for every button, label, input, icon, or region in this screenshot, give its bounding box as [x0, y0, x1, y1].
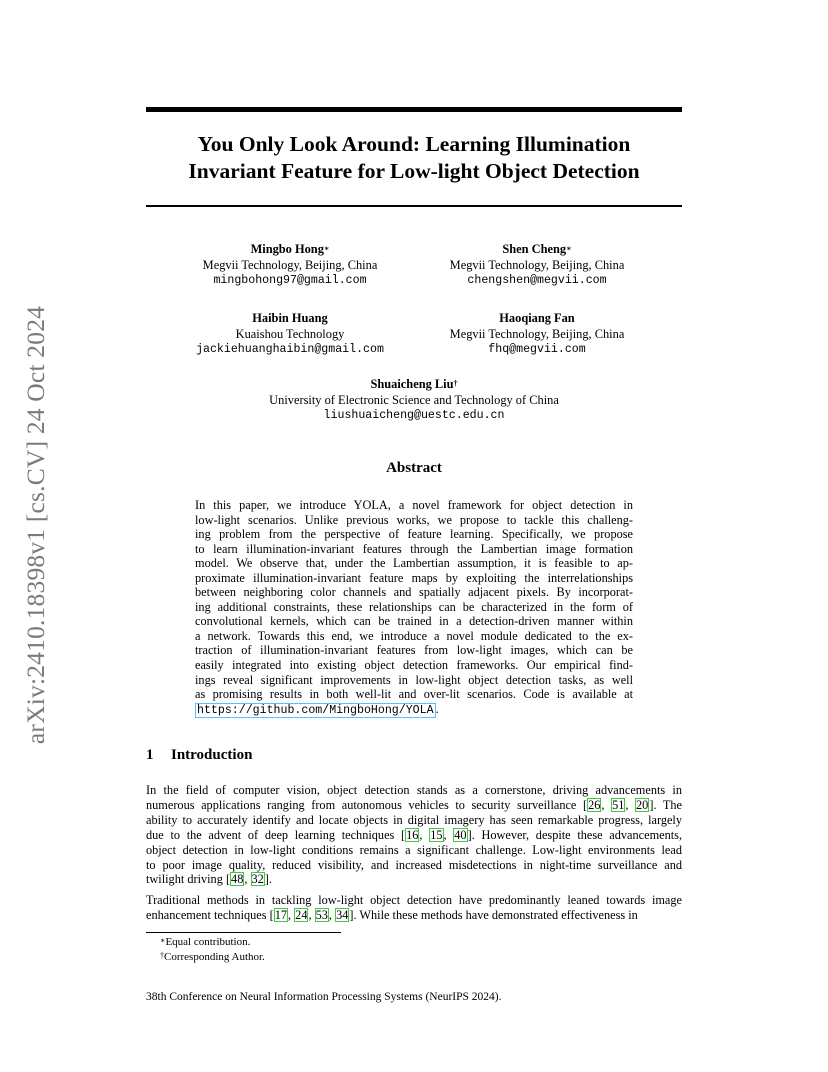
section-number: 1 [146, 747, 154, 763]
citation-link[interactable]: 26 [588, 797, 601, 812]
abstract-line: ing problem from the perspective of feature learning. Specifically, we propose [195, 527, 633, 542]
paragraph-line [146, 813, 682, 828]
paragraph-line [146, 858, 682, 873]
citation-link[interactable]: 40 [454, 827, 467, 842]
citation-link[interactable]: 53 [315, 907, 328, 922]
author-affiliation: Megvii Technology, Beijing, China [449, 326, 625, 341]
paragraph-line [146, 828, 682, 843]
line-text: numerous applications ranging from autonomous vehicles to security surveillance [146, 797, 583, 812]
footnote-mark: † [160, 951, 164, 960]
title-bottom-rule [146, 205, 682, 207]
author-email[interactable]: mingbohong97@gmail.com [213, 274, 367, 287]
author-affiliation: Megvii Technology, Beijing, China [449, 257, 625, 272]
line-text: enhancement techniques [146, 907, 270, 922]
abstract-last-line [195, 702, 633, 719]
citation-group: [26, 51, 20] [582, 797, 654, 812]
title-line-1: You Only Look Around: Learning Illumination [197, 132, 631, 156]
paragraph-line [146, 843, 682, 858]
paragraph-line [146, 872, 682, 887]
paragraph-line [146, 893, 682, 908]
author-email[interactable]: jackiehuanghaibin@gmail.com [196, 343, 384, 356]
abstract-line: model. We observe that, under the Lambertian assumption, it is feasible to ap- [195, 556, 633, 571]
author-block-haibin-huang [150, 311, 430, 358]
line-text: due to the advent of deep learning techniques [146, 827, 402, 842]
line-text: . While these methods have demonstrated effectiveness in [353, 907, 638, 922]
author-email[interactable]: liushuaicheng@uestc.edu.cn [323, 409, 505, 422]
abstract-line: easily integrated into existing object detection frameworks. Our empirical find- [195, 658, 633, 673]
paragraph-line [146, 798, 682, 813]
author-block-haoqiang-fan [397, 311, 677, 358]
abstract-line: proximate illumination-invariant feature maps by exploiting the interrelationships [195, 570, 633, 585]
author-block-shuaicheng-liu [214, 377, 614, 424]
author-name [397, 242, 677, 258]
section-heading-introduction [146, 747, 252, 764]
citation-link[interactable]: 17 [274, 907, 288, 922]
citation-link[interactable]: 48 [231, 872, 244, 887]
footnote-mark: ∗ [160, 936, 166, 945]
line-text: to poor image quality, reduced visibility, and increased misdetections in night-time surveillance and [146, 857, 682, 872]
equal-contribution-mark: ∗ [323, 244, 330, 253]
abstract-line: a network. Towards this end, we introduce a novel module dedicated to the ex- [195, 628, 633, 643]
section-title: Introduction [171, 747, 253, 763]
citation-link[interactable]: 34 [336, 907, 349, 922]
author-name [150, 242, 430, 258]
footnote-corresponding-author [160, 950, 265, 964]
abstract-line: as promising results in both well-lit and over-lit scenarios. Code is available at [195, 687, 633, 702]
line-text: ability to accurately identify and locate objects in digital imagery has seen remarkable progress, largely [146, 812, 682, 827]
equal-contribution-mark: ∗ [566, 244, 572, 253]
intro-paragraph-1 [146, 783, 682, 887]
author-block-shen-cheng [397, 242, 677, 289]
abstract-line: between neighboring color channels and spatially adjacent pixels. By incorporat- [195, 585, 633, 600]
footnote-text: Corresponding Author. [164, 951, 265, 963]
title-top-rule [146, 107, 682, 112]
line-text: . The [653, 797, 682, 812]
citation-group: [17, 24, 53, 34] [269, 907, 354, 922]
line-text: Traditional methods in tackling low-light object detection have predominantly leaned towards image [146, 893, 682, 907]
citation-link[interactable]: 51 [612, 797, 625, 812]
footnote-rule [146, 932, 341, 933]
paper-title [146, 131, 682, 185]
author-block-mingbo-hong [150, 242, 430, 289]
abstract-line: ing additional constraints, these relationships can be characterized in the form of [195, 599, 633, 614]
line-text: In the field of computer vision, object detection stands as a cornerstone, driving advancements in [146, 783, 682, 797]
author-name-text: Shuaicheng Liu [370, 377, 454, 391]
abstract-line: traction of illumination-invariant features from low-light images, which can be [195, 643, 633, 658]
line-text: object detection in low-light conditions remains a significant challenge. Low-light environments lead [146, 842, 682, 857]
line-text: . [268, 872, 272, 887]
abstract-line: In this paper, we introduce YOLA, a novel framework for object detection in [195, 498, 633, 512]
abstract-heading: Abstract [386, 460, 442, 476]
abstract-link-tail: . [435, 701, 439, 716]
intro-paragraph-2 [146, 893, 682, 923]
author-affiliation: Kuaishou Technology [235, 326, 345, 341]
author-email[interactable]: fhq@megvii.com [488, 343, 586, 356]
abstract-body [195, 498, 633, 718]
author-email[interactable]: chengshen@megvii.com [467, 274, 607, 287]
line-text: . However, despite these advancements, [471, 827, 683, 842]
author-name [214, 377, 614, 393]
author-affiliation: University of Electronic Science and Technology of China [269, 392, 559, 407]
abstract-line: to learn illumination-invariant features through the Lambertian image formation [195, 541, 633, 556]
paragraph-line [146, 908, 682, 923]
abstract-line: low-light scenarios. Unlike previous works, we propose to tackle this challeng- [195, 512, 633, 527]
abstract-line: ings reveal significant improvements in low-light object detection tasks, as well [195, 672, 633, 687]
paragraph-line [146, 783, 682, 798]
citation-link[interactable]: 16 [406, 827, 419, 842]
citation-link[interactable]: 20 [636, 797, 649, 812]
arxiv-identifier-stamp: arXiv:2410.18398v1 [cs.CV] 24 Oct 2024 [21, 305, 50, 745]
citation-group: [16, 15, 40] [401, 827, 472, 842]
author-name-text: Mingbo Hong [250, 242, 324, 256]
footnote-equal-contribution [160, 935, 250, 949]
conference-venue-note: 38th Conference on Neural Information Processing Systems (NeurIPS 2024). [146, 991, 502, 1003]
code-repository-link[interactable]: https://github.com/MingboHong/YOLA [197, 703, 434, 717]
author-name: Haibin Huang [252, 311, 328, 325]
author-name: Haoqiang Fan [499, 311, 575, 325]
citation-link[interactable]: 32 [251, 872, 264, 887]
citation-group: [48, 32] [225, 872, 269, 887]
title-line-2: Invariant Feature for Low-light Object Detection [188, 159, 640, 183]
citation-link[interactable]: 24 [295, 907, 308, 922]
footnote-text: Equal contribution. [165, 936, 251, 948]
corresponding-author-mark: † [453, 379, 458, 388]
citation-link[interactable]: 15 [430, 827, 443, 842]
abstract-line: convolutional kernels, which can be trained in a detection-driven manner within [195, 614, 633, 629]
author-affiliation: Megvii Technology, Beijing, China [202, 257, 378, 272]
author-name-text: Shen Cheng [502, 242, 567, 256]
line-text: twilight driving [146, 872, 226, 887]
